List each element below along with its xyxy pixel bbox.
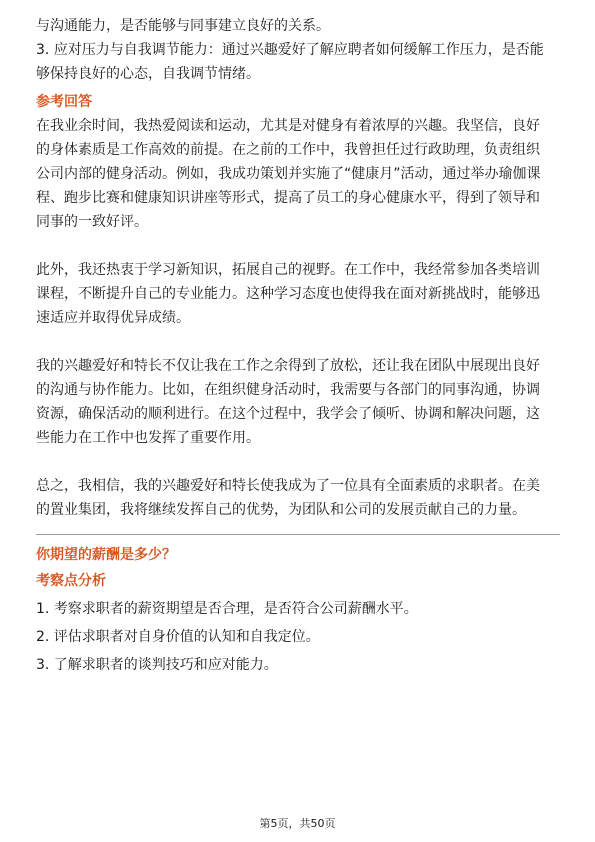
text-line: 公司内部的健身活动。例如，我成功策划并实施了“健康月”活动，通过举办瑜伽课 xyxy=(36,166,541,182)
page-number: 第5页，共50页 xyxy=(259,817,336,830)
analysis-list xyxy=(36,597,560,677)
text-line: 速适应并取得优异成绩。 xyxy=(36,310,190,326)
text-line: 的沟通与协作能力。比如，在组织健身活动时，我需要与各部门的同事沟通，协调 xyxy=(36,382,540,398)
text-line: 资源，确保活动的顺利进行。在这个过程中，我学会了倾听、协调和解决问题，这 xyxy=(36,406,540,422)
list-item: 1. 考察求职者的薪资期望是否合理，是否符合公司薪酬水平。 xyxy=(36,601,418,617)
answer-paragraph-4 xyxy=(36,474,560,522)
question-title: 你期望的薪酬是多少？ xyxy=(36,547,176,563)
list-item: 3. 了解求职者的谈判技巧和应对能力。 xyxy=(36,657,278,673)
paragraph-gap xyxy=(36,450,560,474)
previous-answer-tail xyxy=(36,14,560,86)
text-line: 3. 应对压力与自我调节能力：通过兴趣爱好了解应聘者如何缓解工作压力，是否能 xyxy=(36,42,544,58)
text-line: 的置业集团，我将继续发挥自己的优势，为团队和公司的发展贡献自己的力量。 xyxy=(36,502,526,518)
text-line: 够保持良好的心态，自我调节情绪。 xyxy=(36,66,260,82)
paragraph-gap xyxy=(36,330,560,354)
analysis-heading: 考察点分析 xyxy=(36,573,106,589)
document-page xyxy=(36,14,560,677)
reference-answer-heading: 参考回答 xyxy=(36,94,92,110)
text-line: 我的兴趣爱好和特长不仅让我在工作之余得到了放松，还让我在团队中展现出良好 xyxy=(36,358,540,374)
paragraph-gap xyxy=(36,234,560,258)
text-line: 此外，我还热衷于学习新知识，拓展自己的视野。在工作中，我经常参加各类培训 xyxy=(36,262,540,278)
answer-paragraph-3 xyxy=(36,354,560,450)
list-item: 2. 评估求职者对自身价值的认知和自我定位。 xyxy=(36,629,320,645)
answer-paragraph-1 xyxy=(36,114,560,234)
text-line: 与沟通能力，是否能够与同事建立良好的关系。 xyxy=(36,18,330,34)
text-line: 程、跑步比赛和健康知识讲座等形式，提高了员工的身心健康水平，得到了领导和 xyxy=(36,190,540,206)
section-divider xyxy=(36,534,560,535)
text-line: 课程，不断提升自己的专业能力。这种学习态度也使得我在面对新挑战时，能够迅 xyxy=(36,286,540,302)
text-line: 在我业余时间，我热爱阅读和运动，尤其是对健身有着浓厚的兴趣。我坚信，良好 xyxy=(36,118,540,134)
text-line: 总之，我相信，我的兴趣爱好和特长使我成为了一位具有全面素质的求职者。在美 xyxy=(36,478,540,494)
text-line: 同事的一致好评。 xyxy=(36,214,148,230)
text-line: 的身体素质是工作高效的前提。在之前的工作中，我曾担任过行政助理，负责组织 xyxy=(36,142,540,158)
answer-paragraph-2 xyxy=(36,258,560,330)
text-line: 些能力在工作中也发挥了重要作用。 xyxy=(36,430,260,446)
